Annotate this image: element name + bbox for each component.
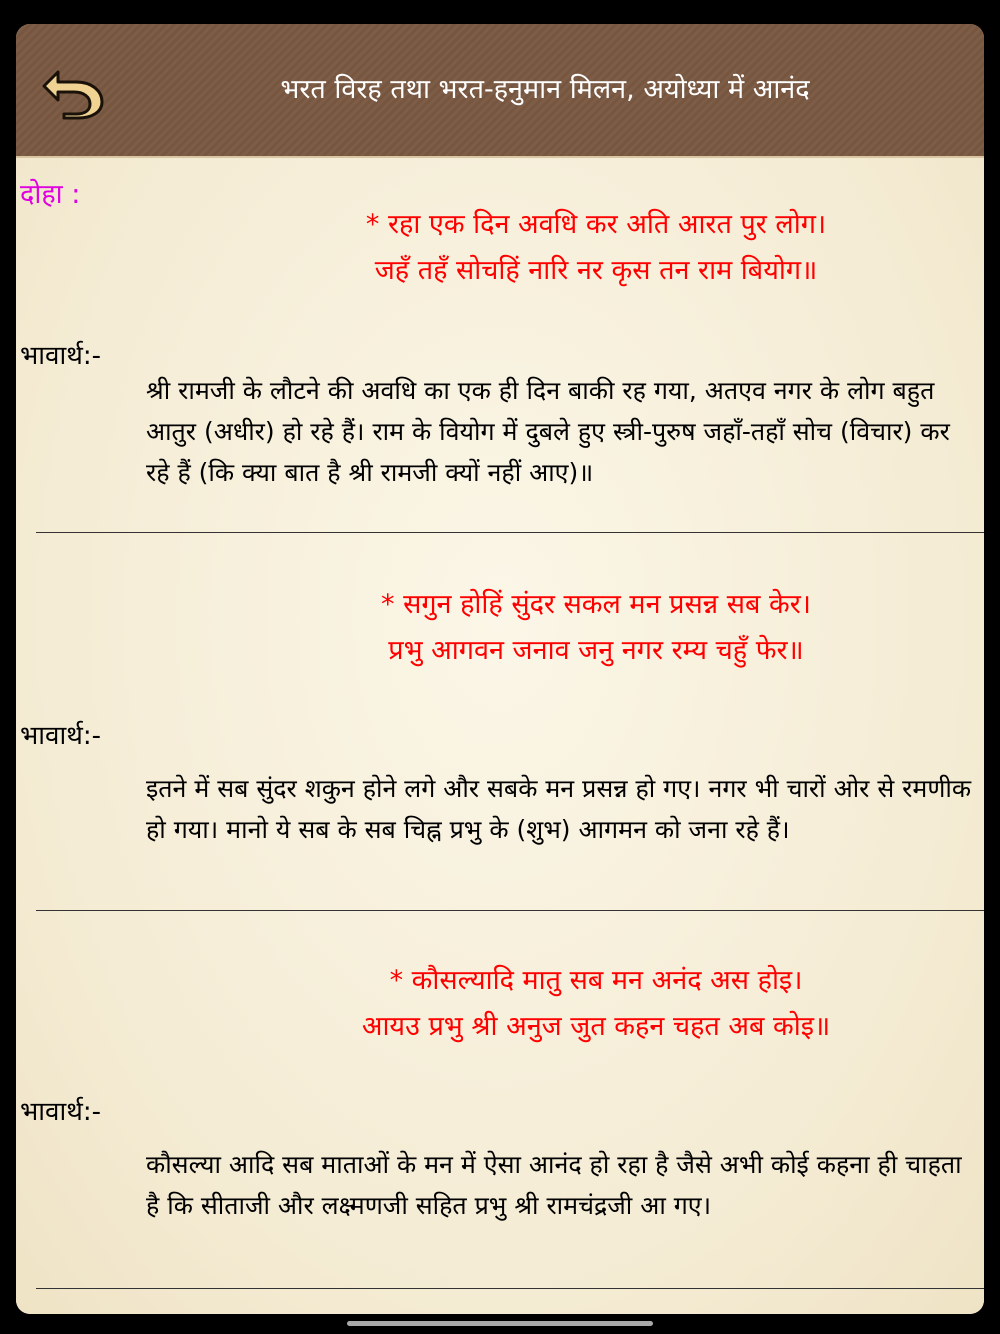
back-arrow-icon xyxy=(38,64,108,120)
verse-line-2: जहँ तहँ सोचहिं नारि नर कृस तन राम बियोग॥ xyxy=(374,255,818,286)
page-title: भरत विरह तथा भरत-हनुमान मिलन, अयोध्या में आनंद xyxy=(280,74,810,105)
verse-line-2: प्रभु आगवन जनाव जनु नगर रम्य चहुँ फेर॥ xyxy=(388,635,804,666)
header-bar xyxy=(16,24,984,158)
divider xyxy=(36,1288,984,1289)
doha-label: दोहा : xyxy=(20,179,81,210)
bhavarth-label: भावार्थ:- xyxy=(20,721,101,751)
verse-line-1: * सगुन होहिं सुंदर सकल मन प्रसन्न सब केर। xyxy=(380,589,811,620)
bhavarth-label: भावार्थ:- xyxy=(20,1097,101,1127)
verse-line-1: * रहा एक दिन अवधि कर अति आरत पुर लोग। xyxy=(365,209,827,240)
home-indicator[interactable] xyxy=(347,1321,653,1326)
divider xyxy=(36,532,984,533)
app-screen xyxy=(16,24,984,1314)
bhavarth-label: भावार्थ:- xyxy=(20,341,101,371)
verse-meaning: कौसल्या आदि सब माताओं के मन में ऐसा आनंद हो रहा है जैसे अभी कोई कहना ही चाहता है कि सीताजी और लक्ष्मणजी सहित प्रभु श्री रामचंद्रजी आ गए। xyxy=(146,1150,962,1220)
divider xyxy=(36,910,984,911)
verse-line-2: आयउ प्रभु श्री अनुज जुत कहन चहत अब कोइ॥ xyxy=(361,1011,831,1042)
verse-meaning: श्री रामजी के लौटने की अवधि का एक ही दिन बाकी रह गया, अतएव नगर के लोग बहुत आतुर (अधीर) हो रहे हैं। राम के वियोग में दुबले हुए स्त्री-पुरुष जहाँ-तहाँ सोच (विचार) कर रहे हैं (कि क्या बात है श्री रामजी क्यों नहीं आए)॥ xyxy=(146,376,950,487)
back-button[interactable] xyxy=(38,64,108,120)
verse-meaning: इतने में सब सुंदर शकुन होने लगे और सबके मन प्रसन्न हो गए। नगर भी चारों ओर से रमणीक हो गया। मानो ये सब के सब चिह्न प्रभु के (शुभ) आगमन को जना रहे हैं। xyxy=(146,774,972,844)
content-scroll-area[interactable] xyxy=(16,158,984,1314)
verse-line-1: * कौसल्यादि मातु सब मन अनंद अस होइ। xyxy=(389,965,803,996)
